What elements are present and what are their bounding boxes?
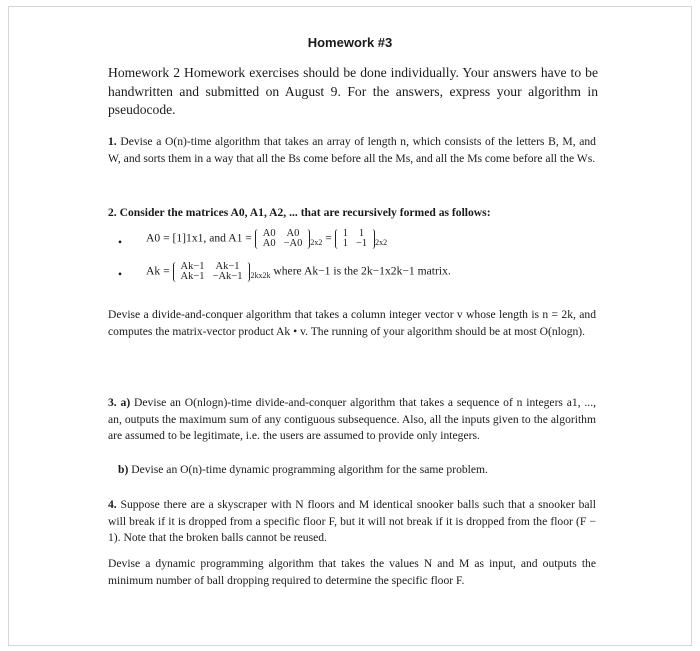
question-3b bbox=[118, 462, 596, 479]
matrix-size-label: 2x2 bbox=[310, 237, 323, 247]
question-3-number: 3. bbox=[108, 396, 117, 409]
question-3a-label: a) bbox=[120, 396, 131, 409]
question-2-text: Consider the matrices A0, A1, A2, ... that are recursively formed as follows: bbox=[119, 206, 491, 219]
question-1 bbox=[108, 134, 596, 167]
matrix-cell: A0 bbox=[262, 238, 276, 249]
question-2 bbox=[108, 205, 596, 222]
equals-sign: = bbox=[325, 231, 332, 245]
question-1-number: 1. bbox=[108, 135, 117, 148]
matrix-cell: Ak−1 bbox=[180, 261, 205, 272]
intro-paragraph: Homework 2 Homework exercises should be done individually. Your answers have to be handwritten and submitted on August 9. For the answers, express your algorithm in pseudocode. bbox=[108, 65, 598, 117]
bullet-dot-2: • bbox=[118, 268, 123, 281]
question-3b-label: b) bbox=[118, 463, 129, 476]
bullet-dot-1: • bbox=[118, 236, 123, 249]
page-title: Homework #3 bbox=[307, 35, 393, 50]
matrix-size-label: 2kx2k bbox=[250, 270, 271, 280]
matrix-ak bbox=[173, 262, 251, 282]
ak-label: Ak = bbox=[146, 264, 170, 278]
question-3b-text: Devise an O(n)-time dynamic programming algorithm for the same problem. bbox=[131, 463, 488, 476]
question-4-task: Devise a dynamic programming algorithm that takes the values N and M as input, and outputs the minimum number of ball dropping required to determine the specific floor F. bbox=[108, 557, 596, 587]
question-2-number: 2. bbox=[108, 206, 117, 219]
matrix-a1-symbolic bbox=[255, 229, 311, 249]
a0-definition: A0 = [1]1x1 bbox=[146, 231, 204, 245]
bullet-1-formula bbox=[146, 229, 387, 249]
matrix-cell: A0 bbox=[286, 228, 300, 239]
matrix-a1-numeric bbox=[335, 229, 375, 249]
where-clause: where Ak−1 is the 2k−1x2k−1 matrix. bbox=[273, 264, 451, 278]
matrix-cell: −A0 bbox=[283, 238, 303, 249]
question-3a-text: Devise an O(nlogn)-time divide-and-conquer algorithm that takes a sequence of n integers a1, ..., an, outputs the maximum sum of any contiguous subsequence. Also, all the inputs given to the algorithm are assumed to be legitimate, i.e. the users are assumed to provide only integers. bbox=[108, 396, 597, 442]
matrix-cell: 1 bbox=[342, 238, 348, 249]
matrix-cell: −1 bbox=[355, 238, 368, 249]
matrix-cell: −Ak−1 bbox=[212, 271, 243, 282]
question-3a bbox=[108, 395, 596, 445]
and-a1-label: , and A1 = bbox=[203, 231, 252, 245]
matrix-cell: Ak−1 bbox=[180, 271, 205, 282]
matrix-cell: A0 bbox=[262, 228, 276, 239]
matrix-cell: Ak−1 bbox=[215, 261, 240, 272]
matrix-cell: 1 bbox=[358, 228, 365, 239]
question-4 bbox=[108, 497, 596, 547]
question-2-task: Devise a divide-and-conquer algorithm that takes a column integer vector v whose length is n = 2k, and computes the matrix-vector product Ak • v. The running of your algorithm should be at most O(nlogn). bbox=[108, 308, 596, 338]
question-4-text: Suppose there are a skyscraper with N floors and M identical snooker balls such that a snooker ball will break if it is dropped from a specific floor F, but it will not break if it is dropped from the floor (F − 1). Note that the broken balls cannot be reused. bbox=[108, 498, 596, 544]
question-4-number: 4. bbox=[108, 498, 117, 511]
matrix-cell: 1 bbox=[342, 228, 348, 239]
matrix-size-label: 2x2 bbox=[375, 237, 388, 247]
bullet-2-formula bbox=[146, 262, 451, 282]
question-1-text: Devise a O(n)-time algorithm that takes an array of length n, which consists of the letters B, M, and W, and sorts them in a way that all the Bs come before all the Ms, and all the Ms come before all the Ws. bbox=[108, 135, 596, 165]
